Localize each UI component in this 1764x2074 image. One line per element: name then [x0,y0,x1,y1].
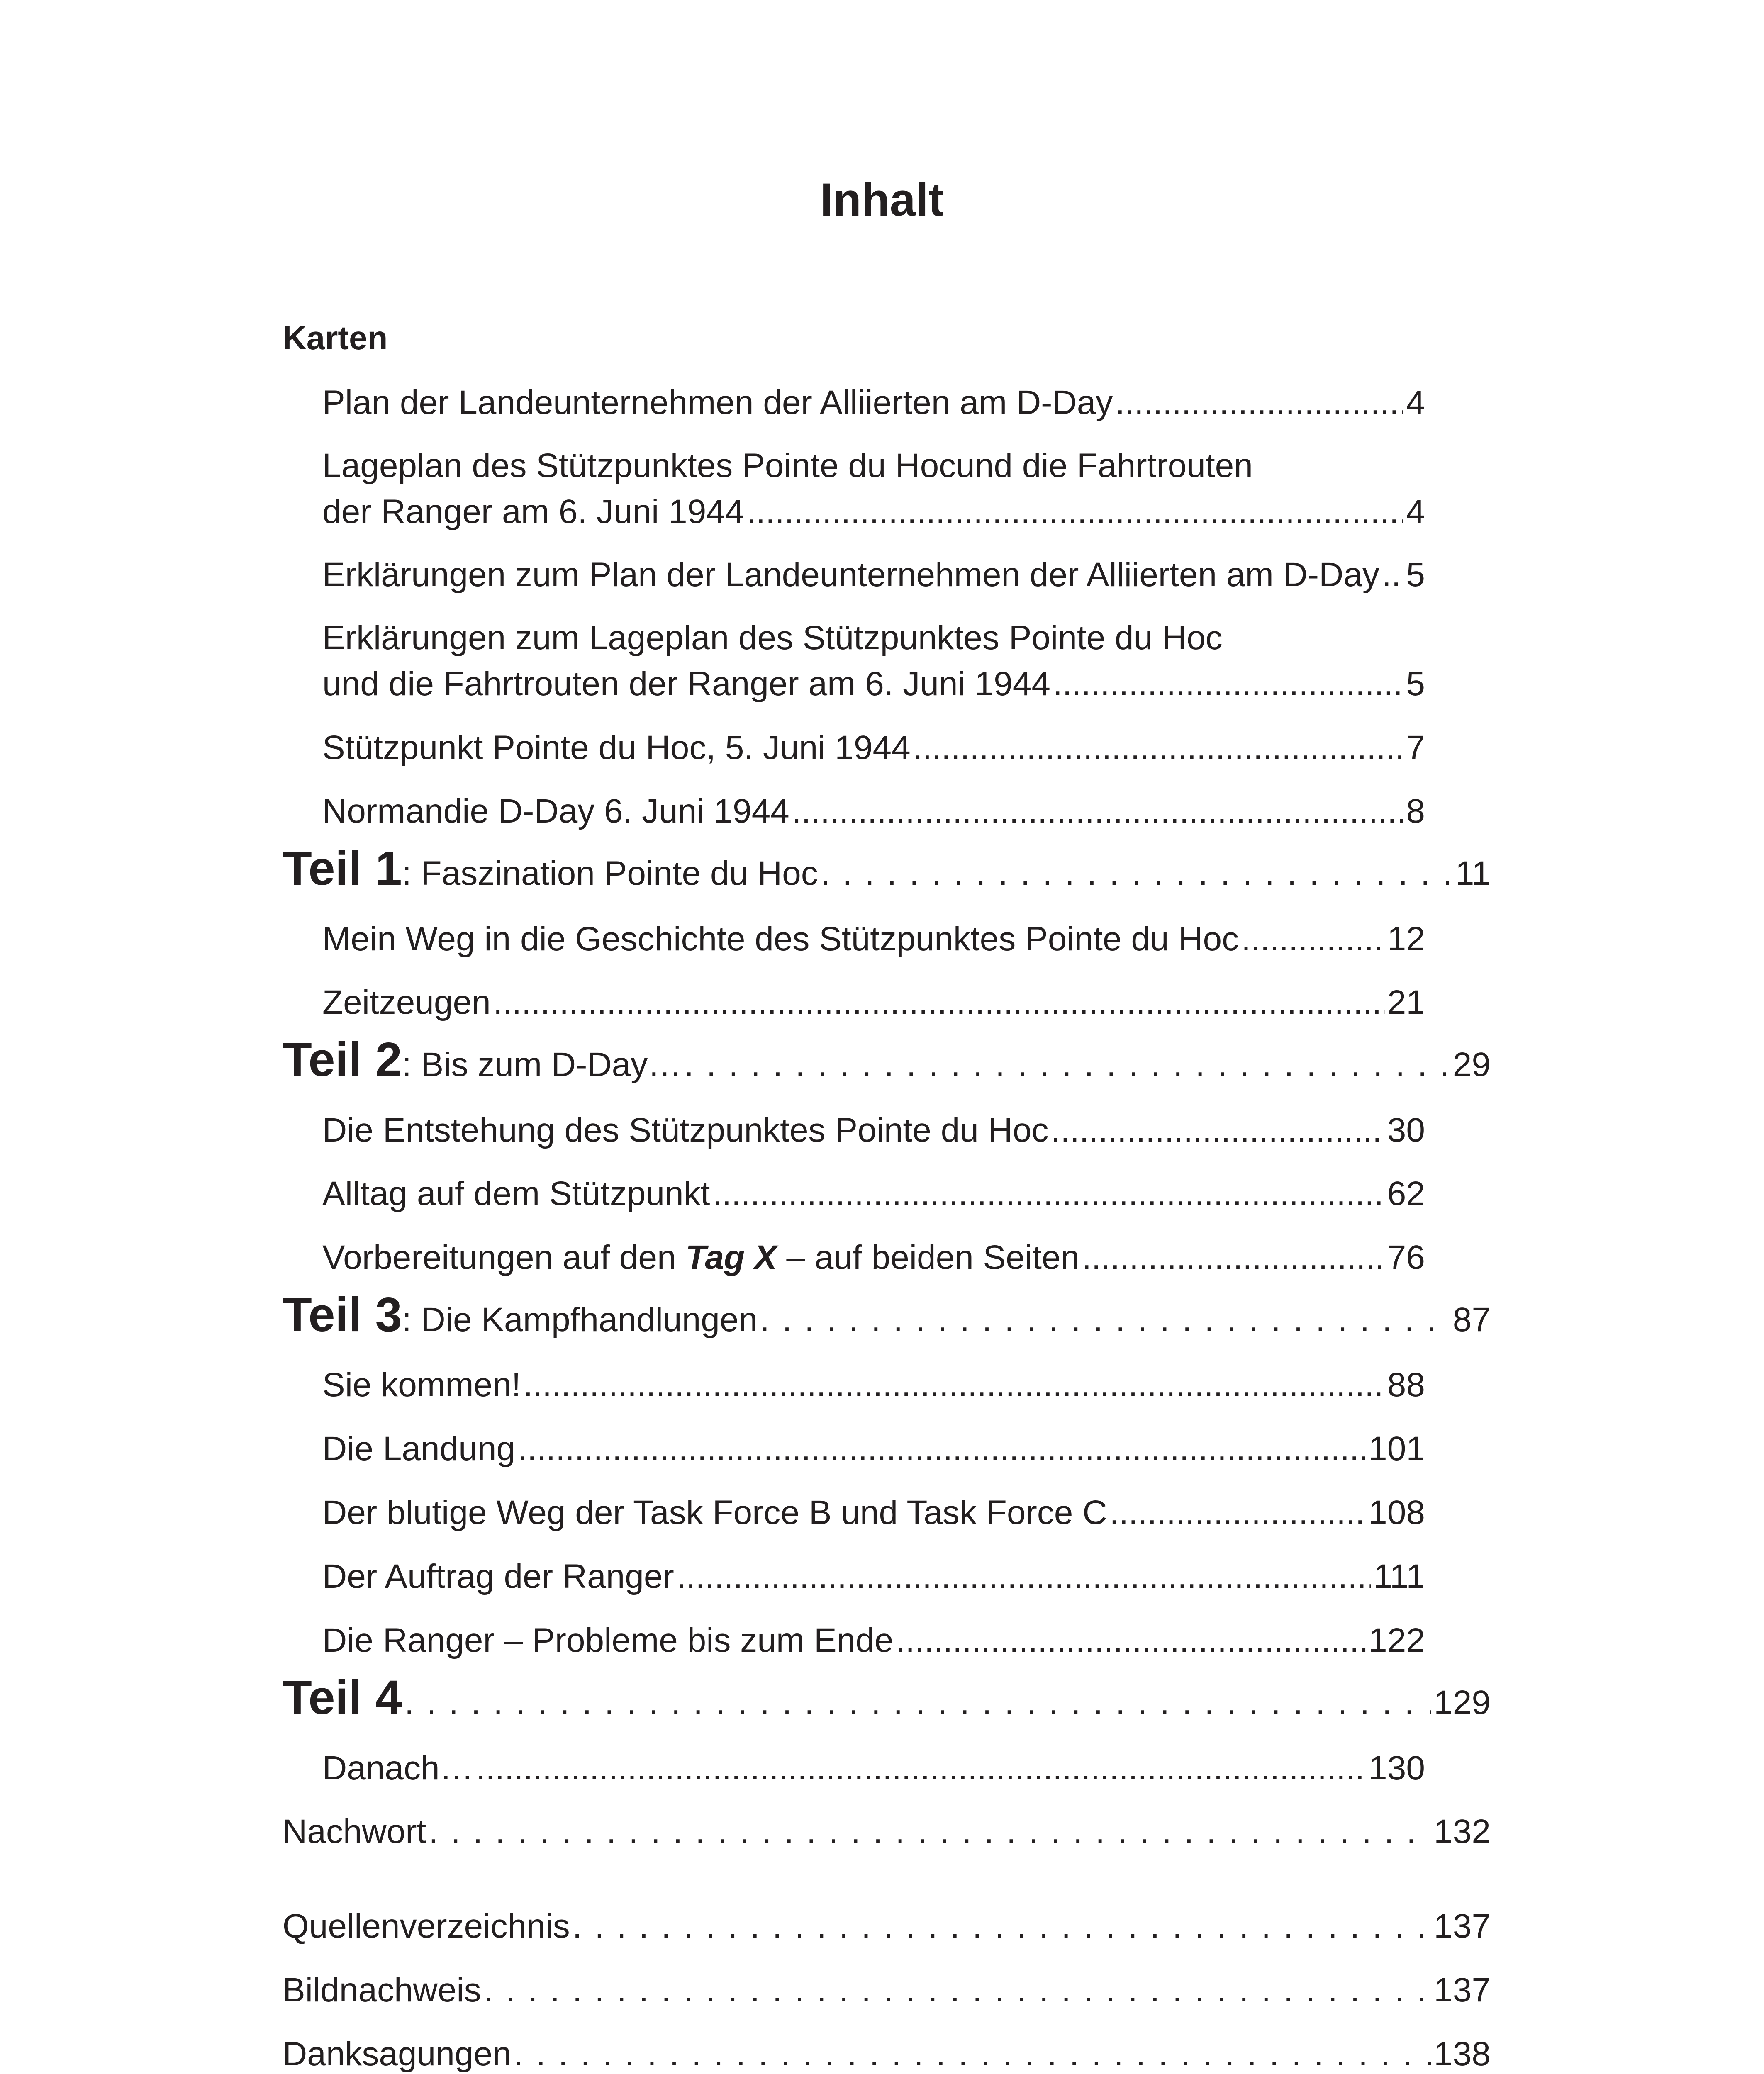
section-heading-karten: Karten [283,319,388,356]
toc-entry-label: Vorbereitungen auf den Tag X – auf beiden Seiten [322,1239,1080,1276]
dot-leader [896,1624,1366,1658]
toc-entry-page: 5 [1406,556,1425,594]
toc-entry[interactable] [322,922,1425,956]
toc-part-teil-3[interactable] [283,1290,1491,1339]
dot-leader [821,857,1453,891]
toc-entry-page: 30 [1387,1111,1425,1149]
toc-entry-bildnachweis[interactable] [283,1973,1491,2007]
dot-leader [913,731,1404,765]
toc-entry-page: 87 [1452,1301,1491,1339]
toc-entry-label: Der Auftrag der Ranger [322,1558,674,1595]
dot-leader [712,1177,1384,1211]
toc-entry-label: Erklärungen zum Plan der Landeunternehmen der Alliierten am D-Day [322,556,1379,594]
toc-entry-page: 138 [1434,2035,1491,2073]
dot-leader [429,1815,1431,1849]
toc-entry-danksagungen[interactable] [283,2037,1491,2071]
toc-entry[interactable] [322,1368,1425,1402]
toc-entry[interactable] [322,983,1425,1021]
part-subtitle: : Faszination Pointe du Hoc [402,854,818,892]
toc-entry[interactable] [322,495,1425,529]
toc-entry-page: 11 [1455,854,1491,892]
toc-entry[interactable] [322,667,1425,701]
dot-leader [1109,1496,1366,1530]
toc-entry[interactable] [322,1621,1425,1659]
toc-entry-page: 7 [1406,729,1425,767]
dot-leader [484,1973,1432,2007]
toc-entry-page: 122 [1368,1621,1425,1659]
part-label: Teil 1 [283,841,402,895]
toc-entry-label: der Ranger am 6. Juni 1944 [322,493,744,531]
toc-entry-page: 4 [1406,493,1425,531]
dot-leader [518,1432,1366,1466]
toc-entry[interactable] [322,1496,1425,1530]
toc-part-teil-2[interactable] [283,1032,1491,1086]
dot-leader [1082,1241,1385,1275]
dot-leader [1115,386,1403,420]
dot-leader [1051,1113,1384,1147]
dot-leader [1053,667,1403,701]
toc-entry[interactable] [322,1560,1425,1594]
dot-leader [524,1368,1385,1402]
toc-entry-page: 88 [1387,1366,1425,1404]
toc-entry-label: Die Entstehung des Stützpunktes Pointe du Hoc [322,1111,1049,1149]
toc-entry-label: Die Landung [322,1430,516,1468]
dot-leader [747,495,1404,529]
toc-entry-label: Der blutige Weg der Task Force B und Task Force C [322,1494,1107,1531]
toc-entry-label: Sie kommen! [322,1366,521,1404]
dot-leader [677,1560,1371,1594]
toc-entry-page: 5 [1406,665,1425,703]
toc-entry-page: 137 [1434,1907,1491,1945]
toc-entry-quellenverzeichnis[interactable] [283,1909,1491,1943]
toc-entry-label: Bildnachweis [283,1971,481,2009]
dot-leader [1382,558,1403,592]
toc-entry-label: Normandie D-Day 6. Juni 1944 [322,792,789,830]
toc-entry-nachwort[interactable] [283,1815,1491,1849]
toc-entry[interactable] [322,794,1425,828]
toc-entry[interactable] [322,386,1425,420]
toc-entry-label: Nachwort [283,1813,426,1850]
toc-entry-page: 8 [1406,792,1425,830]
toc-entry[interactable] [322,731,1425,765]
toc-entry-page: 108 [1368,1494,1425,1531]
dot-leader [493,986,1385,1020]
emphasis: Tag X [685,1239,777,1276]
dot-leader [760,1303,1450,1337]
toc-entry-label: und die Fahrtrouten der Ranger am 6. Juni 1944 [322,665,1050,703]
toc-entry[interactable] [322,558,1425,592]
page-title: Inhalt [820,174,944,226]
toc-entry-page: 4 [1406,384,1425,421]
toc-part-teil-4[interactable] [283,1670,1491,1724]
part-subtitle: : Die Kampfhandlungen [402,1301,758,1339]
toc-entry-page: 12 [1387,920,1425,958]
toc-entry-page: 132 [1434,1813,1491,1850]
toc-entry-label: Plan der Landeunternehmen der Alliierten am D-Day [322,384,1113,421]
toc-entry[interactable] [322,1241,1425,1275]
toc-entry-label-line1: Erklärungen zum Lageplan des Stützpunktes Pointe du Hoc [322,619,1223,657]
dot-leader [514,2037,1432,2071]
dot-leader [1241,922,1385,956]
toc-entry-label: Alltag auf dem Stützpunkt [322,1175,710,1212]
part-label: Teil 3 [283,1288,402,1341]
toc-entry-label: Mein Weg in die Geschichte des Stützpunktes Pointe du Hoc [322,920,1239,958]
toc-entry-page: 62 [1387,1175,1425,1212]
toc-entry[interactable] [322,1113,1425,1147]
toc-entry[interactable] [322,1177,1425,1211]
dot-leader [792,794,1404,828]
toc-part-teil-1[interactable] [283,841,1491,895]
dot-leader [404,1686,1431,1720]
toc-entry-page: 137 [1434,1971,1491,2009]
toc-entry-label-line1: Lageplan des Stützpunktes Pointe du Hocund die Fahrtrouten [322,447,1253,484]
toc-entry[interactable] [322,1751,1425,1785]
toc-entry-label: Stützpunkt Pointe du Hoc, 5. Juni 1944 [322,729,911,767]
dot-leader [684,1048,1450,1082]
toc-entry-page: 21 [1387,983,1425,1021]
part-label: Teil 2 [283,1032,402,1086]
toc-entry-label: Zeitzeugen [322,983,491,1021]
toc-entry-page: 111 [1373,1558,1425,1595]
toc-entry-label: Quellenverzeichnis [283,1907,570,1945]
toc-entry[interactable] [322,1432,1425,1466]
toc-entry-label: Die Ranger – Probleme bis zum Ende [322,1621,894,1659]
toc-entry-page: 130 [1368,1749,1425,1787]
toc-entry-label: Danach… [322,1749,474,1787]
dot-leader [573,1909,1431,1943]
toc-entry-page: 29 [1452,1046,1491,1083]
dot-leader [476,1751,1366,1785]
toc-entry-page: 76 [1387,1239,1425,1276]
part-subtitle: : Bis zum D-Day… [402,1046,682,1083]
toc-entry-page: 129 [1434,1684,1491,1721]
part-label: Teil 4 [283,1670,402,1724]
toc-entry-page: 101 [1368,1430,1425,1468]
toc-entry-label: Danksagungen [283,2035,512,2073]
